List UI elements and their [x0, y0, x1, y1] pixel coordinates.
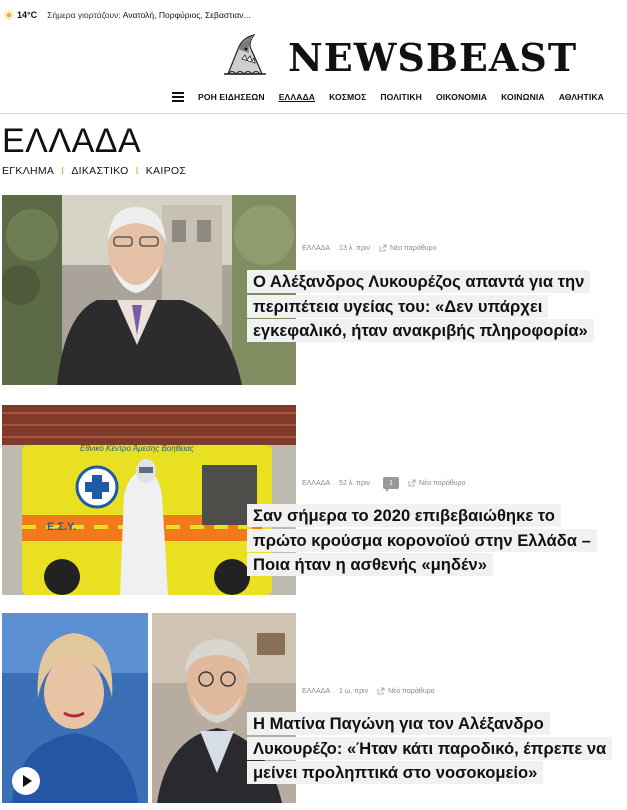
article-headline-text[interactable]: Σαν σήμερα το 2020 επιβεβαιώθηκε το πρώτο κρούσμα κορονοϊού στην Ελλάδα – Ποια ήταν η ασθενής «μηδέν»	[247, 504, 597, 576]
open-new-window-link[interactable]	[377, 687, 434, 695]
article-time: 13 λ. πριν	[339, 244, 371, 252]
open-new-window-label: Νέο παράθυρο	[390, 244, 437, 252]
article-category[interactable]: ΕΛΛΑΔΑ	[302, 479, 331, 487]
top-utility-bar	[0, 0, 627, 30]
article-meta	[302, 244, 436, 252]
article-meta	[302, 687, 435, 695]
external-link-icon	[379, 244, 387, 252]
temperature: 14°C	[17, 10, 38, 20]
open-new-window-label: Νέο παράθυρο	[419, 479, 466, 487]
external-link-icon	[408, 479, 416, 487]
weather-widget[interactable]	[4, 10, 37, 20]
sun-icon	[4, 10, 14, 20]
article-headline[interactable]	[247, 712, 612, 786]
article-time: 52 λ. πριν	[339, 479, 371, 487]
article-card	[0, 405, 627, 595]
article-category[interactable]: ΕΛΛΑΔΑ	[302, 244, 331, 252]
article-headline[interactable]	[247, 270, 612, 344]
article-headline[interactable]	[247, 504, 612, 578]
nav-item-economy[interactable]: ΟΙΚΟΝΟΜΙΑ	[436, 92, 488, 102]
nav-item-greece[interactable]: ΕΛΛΑΔΑ	[278, 92, 316, 102]
article-meta	[302, 477, 465, 489]
nav-item-politics[interactable]: ΠΟΛΙΤΙΚΗ	[380, 92, 422, 102]
nav-item-world[interactable]: ΚΟΣΜΟΣ	[329, 92, 367, 102]
article-time: 1 ω. πριν	[339, 687, 369, 695]
subcategory-separator: I	[135, 165, 139, 177]
article-category[interactable]: ΕΛΛΑΔΑ	[302, 687, 331, 695]
article-card	[0, 195, 627, 385]
shark-icon	[224, 33, 266, 77]
nameday-ticker	[47, 10, 251, 20]
subcategory-judicial[interactable]: ΔΙΚΑΣΤΙΚΟ	[71, 165, 129, 177]
section-title: ΕΛΛΑΔΑ	[2, 122, 142, 160]
logo-wordmark: NEWSBEAST	[288, 35, 578, 80]
nav-item-news-feed[interactable]: ΡΟΗ ΕΙΔΗΣΕΩΝ	[198, 92, 265, 102]
open-new-window-label: Νέο παράθυρο	[388, 687, 435, 695]
comment-count-badge[interactable]: 1	[383, 477, 399, 489]
main-navigation	[172, 88, 604, 106]
nav-item-society[interactable]: ΚΟΙΝΩΝΙΑ	[501, 92, 545, 102]
hamburger-menu-icon[interactable]	[172, 92, 184, 102]
nameday-label: Σήμερα γιορτάζουν:	[47, 10, 121, 20]
article-headline-text[interactable]: Ο Αλέξανδρος Λυκουρέζος απαντά για την περιπέτεια υγείας του: «Δεν υπάρχει εγκεφαλικό, ήταν ανακριβής πληροφορία»	[247, 270, 594, 342]
article-headline-text[interactable]: Η Ματίνα Παγώνη για τον Αλέξανδρο Λυκουρέζο: «Ήταν κάτι παροδικό, έπρεπε να μείνει προληπτικά στο νοσοκομείο»	[247, 712, 612, 784]
article-card	[0, 613, 627, 803]
subcategory-weather[interactable]: ΚΑΙΡΟΣ	[145, 165, 187, 177]
subcategory-separator: I	[61, 165, 65, 177]
subcategory-links	[2, 165, 186, 177]
open-new-window-link[interactable]	[408, 479, 465, 487]
header-divider	[0, 113, 627, 114]
external-link-icon	[377, 687, 385, 695]
subcategory-crime[interactable]: ΕΓΚΛΗΜΑ	[2, 165, 55, 177]
site-logo[interactable]	[224, 32, 578, 80]
open-new-window-link[interactable]	[379, 244, 436, 252]
nav-item-sports[interactable]: ΑΘΛΗΤΙΚΑ	[558, 92, 604, 102]
nameday-names: Ανατολή, Πορφύριος, Σεβαστιαν...	[122, 10, 251, 20]
ambulance-esy-text: Ε.Σ.Υ.	[47, 521, 77, 533]
ambulance-side-text: Εθνικό Κέντρο Άμεσης Βοήθειας	[80, 444, 194, 453]
play-video-icon[interactable]	[12, 767, 40, 795]
